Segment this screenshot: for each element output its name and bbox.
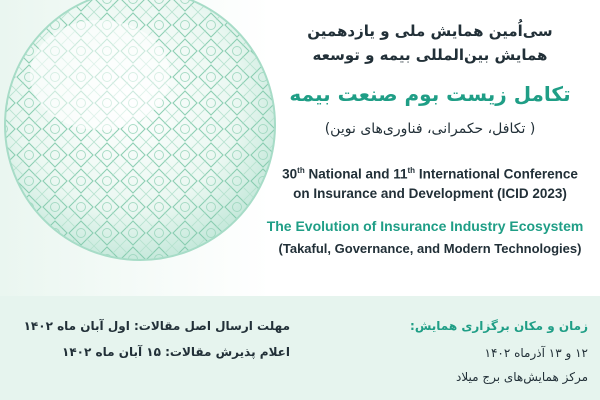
theme-fa: تکامل زیست بوم صنعت بیمه [289, 82, 571, 106]
title-en-sup1: th [297, 166, 305, 175]
subtheme-fa: ( تکافل، حکمرانی، فناوری‌های نوین) [324, 121, 536, 137]
title-fa-line1: سی‌اُمین همایش ملی و یازدهمین [307, 22, 553, 40]
title-en-line1 [262, 166, 598, 182]
venue-label: زمان و مکان برگزاری همایش: [410, 319, 588, 333]
deadline-submit: مهلت ارسال اصل مقالات: اول آبان ماه ۱۴۰۲ [23, 319, 290, 333]
title-en-num1: 30 [282, 166, 298, 182]
title-en-line2: on Insurance and Development (ICID 2023) [293, 186, 567, 201]
deadline-accept: اعلام پذیرش مقالات: ۱۵ آبان ماه ۱۴۰۲ [62, 345, 290, 359]
globe-illustration [0, 0, 290, 280]
venue-date: ۱۲ و ۱۳ آذرماه ۱۴۰۲ [484, 346, 588, 360]
subtheme-en: (Takaful, Governance, and Modern Technologies) [278, 241, 582, 256]
globe-graphic [0, 0, 290, 280]
title-en-mid: National and 11 [304, 166, 408, 182]
venue-place: مرکز همایش‌های برج میلاد [455, 370, 588, 384]
title-en-end: International Conference [415, 166, 578, 182]
title-fa-line2: همایش بین‌المللی بیمه و توسعه [312, 46, 548, 64]
title-en-sup2: th [407, 166, 416, 175]
theme-en: The Evolution of Insurance Industry Ecosystem [266, 218, 584, 234]
